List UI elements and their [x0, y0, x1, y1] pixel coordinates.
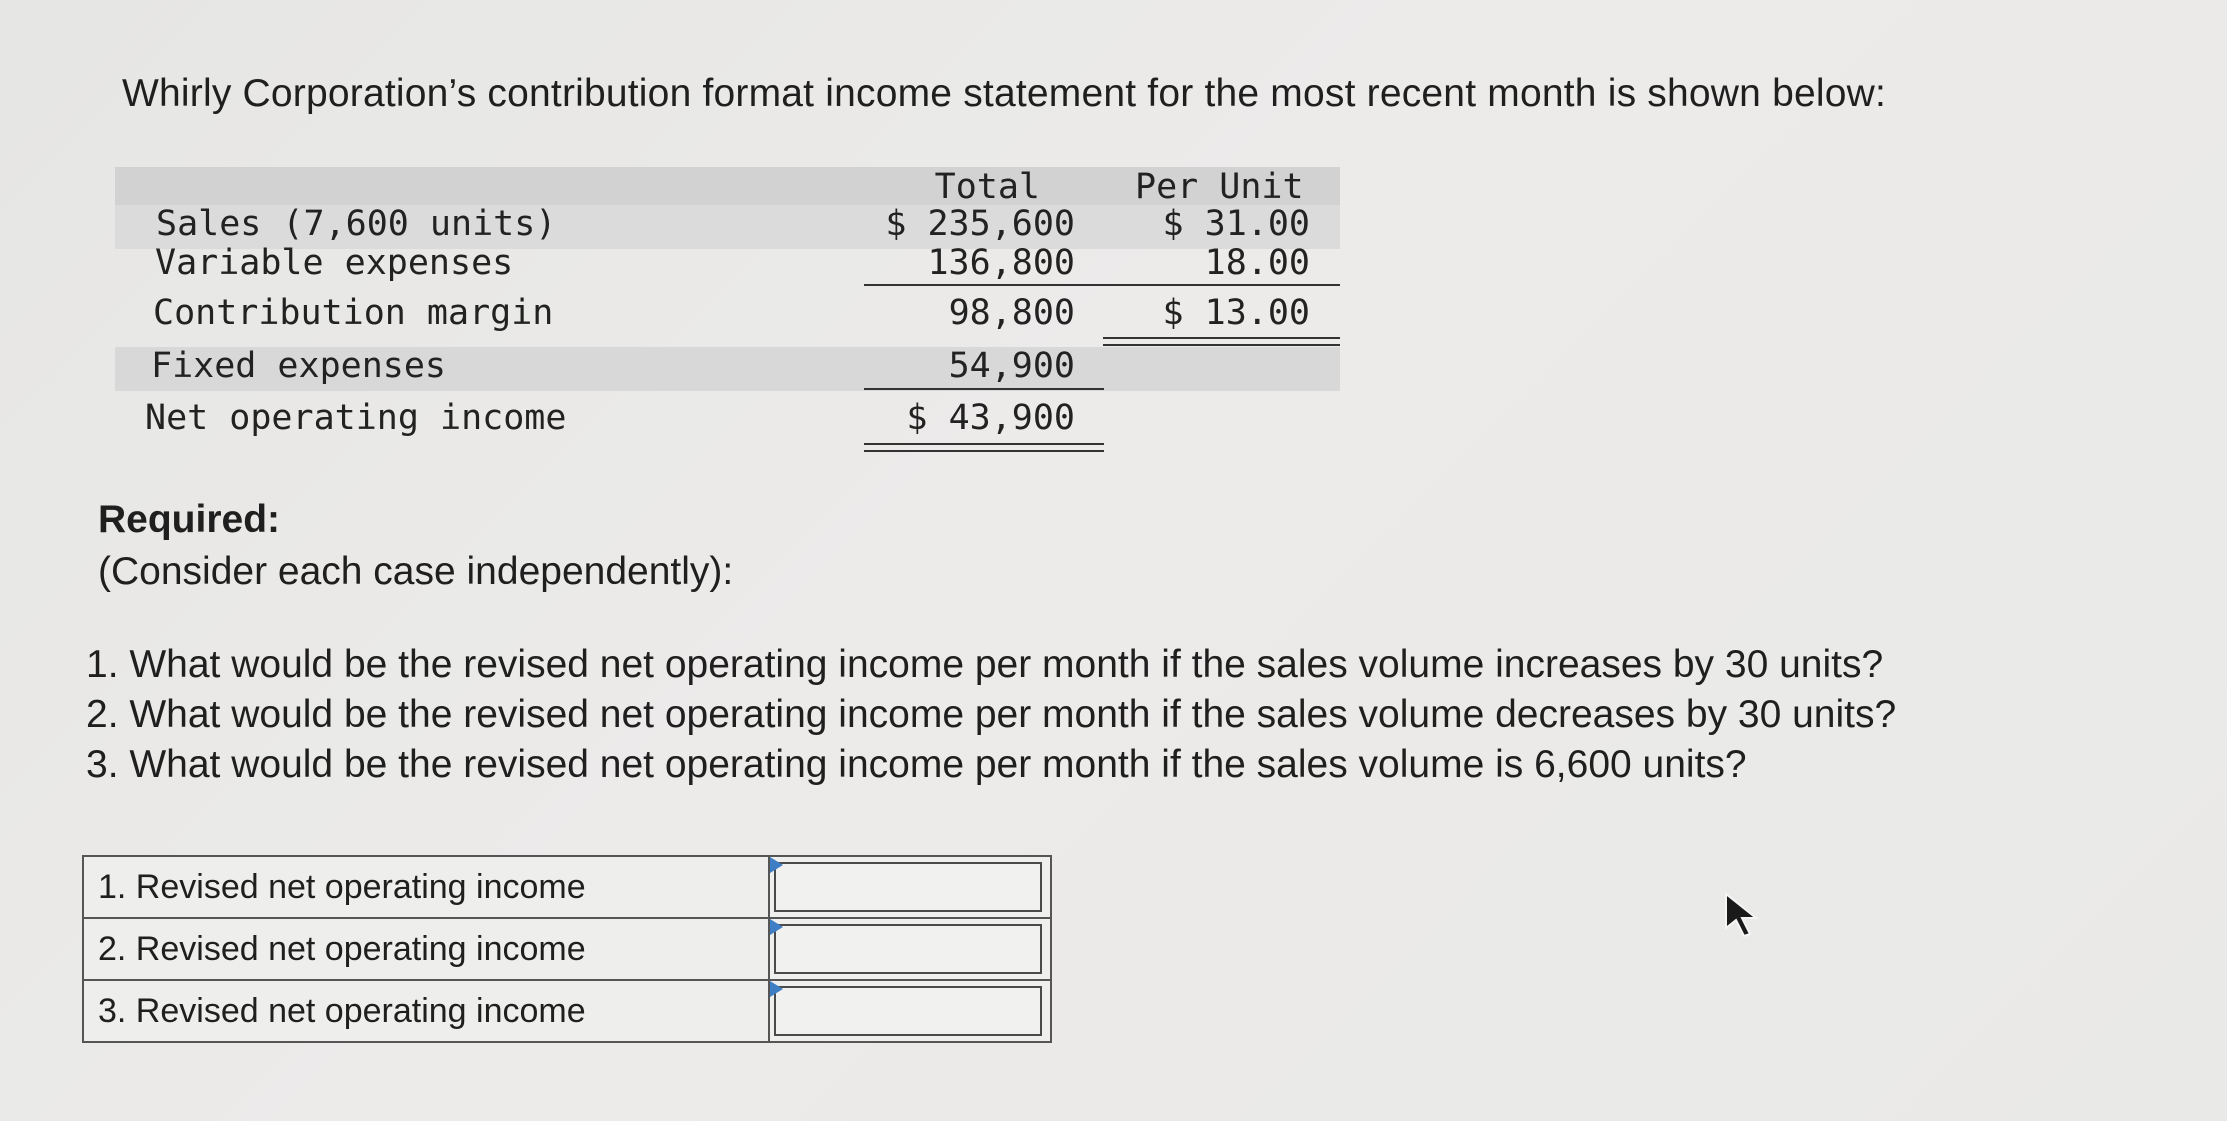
answer-table: [82, 855, 1052, 1043]
answer-cell: [769, 918, 1051, 980]
answer-input-2[interactable]: [774, 924, 1042, 974]
flag-icon: [770, 919, 783, 935]
double-rule-per-unit-b: [1103, 344, 1340, 346]
row-total-sales: $ 235,600: [885, 204, 1075, 244]
answer-row: [83, 918, 1051, 980]
row-label-sales: Sales (7,600 units): [156, 204, 557, 244]
row-total-fixed: 54,900: [948, 346, 1075, 386]
rule-total-variable: [864, 284, 1104, 286]
row-label-net: Net operating income: [145, 398, 567, 438]
income-statement: [0, 0, 2227, 470]
intro-text: Whirly Corporation’s contribution format income statement for the most recent month is shown below:: [122, 72, 1887, 115]
row-per-unit-sales: $ 31.00: [1162, 204, 1310, 244]
required-title: Required:: [98, 498, 281, 541]
answer-label: 3. Revised net operating income: [83, 980, 769, 1042]
question-item: 1. What would be the revised net operating income per month if the sales volume increases by 30 units?: [86, 643, 1884, 686]
row-total-contribution: 98,800: [948, 293, 1075, 333]
rule-per-unit-variable: [1103, 284, 1340, 286]
row-per-unit-contribution: $ 13.00: [1162, 293, 1310, 333]
double-rule-per-unit-a: [1103, 337, 1340, 339]
row-label-contribution: Contribution margin: [153, 293, 554, 333]
question-item: 3. What would be the revised net operating income per month if the sales volume is 6,600 units?: [86, 743, 1747, 786]
answer-row: [83, 980, 1051, 1042]
answer-row: [83, 856, 1051, 918]
question-item: 2. What would be the revised net operating income per month if the sales volume decreases by 30 units?: [86, 693, 1897, 736]
mouse-cursor-icon: [1722, 892, 1762, 938]
row-total-net: $ 43,900: [906, 398, 1075, 438]
answer-cell: [769, 980, 1051, 1042]
answer-label: 2. Revised net operating income: [83, 918, 769, 980]
flag-icon: [770, 857, 783, 873]
row-total-variable: 136,800: [927, 243, 1075, 283]
answer-label: 1. Revised net operating income: [83, 856, 769, 918]
answer-input-3[interactable]: [774, 986, 1042, 1036]
required-subtitle: (Consider each case independently):: [98, 550, 734, 593]
row-per-unit-variable: 18.00: [1204, 243, 1310, 283]
rule-total-fixed: [864, 388, 1104, 390]
header-per-unit: Per Unit: [1135, 167, 1304, 207]
row-label-variable: Variable expenses: [155, 243, 514, 283]
question-list: [86, 640, 1896, 790]
double-rule-total-a: [864, 443, 1104, 445]
answer-input-1[interactable]: [774, 862, 1042, 912]
flag-icon: [770, 981, 783, 997]
row-label-fixed: Fixed expenses: [151, 346, 447, 386]
double-rule-total-b: [864, 450, 1104, 452]
answer-cell: [769, 856, 1051, 918]
header-total: Total: [934, 167, 1040, 207]
